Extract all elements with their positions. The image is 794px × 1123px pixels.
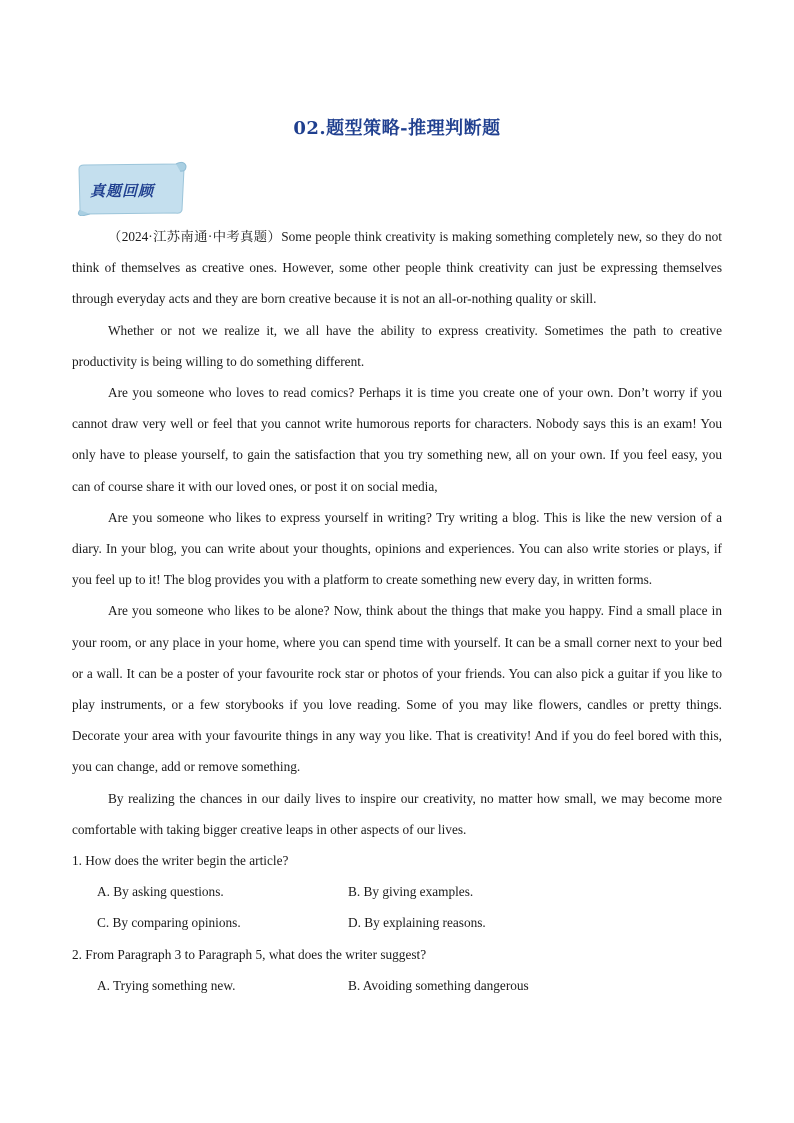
question-1-option-b: B. By giving examples. xyxy=(348,884,474,900)
paragraph-text: Some people think creativity is making something completely new, so they do not think of themselves as creative ones. However, some other people think creativity can just be expressing themselves through everyday acts and they are born creative because it is not an all-or-nothing quality or skill. xyxy=(72,229,722,307)
question-1-option-d: D. By explaining reasons. xyxy=(348,915,486,931)
question-1: 1. How does the writer begin the article? xyxy=(72,853,289,869)
paragraph-5: Are you someone who likes to be alone? Now, think about the things that make you happy. Find a small place in your room, or any place in your home, where you can spend time with yourself. It can be a small corner next to your bed or a wall. It can be a poster of your favourite rock star or photos of your friends. You can also pick a guitar if you like to play instruments, or a few storybooks if you love reading. Some of you may like flowers, candles or pretty things. Decorate your area with your favourite things in any way you like. That is creativity! And if you do feel bored with this, you can change, add or remove something. xyxy=(72,603,722,775)
question-2-option-a: A. Trying something new. xyxy=(97,977,236,993)
question-1-options-row-1 xyxy=(72,876,722,907)
paragraph-6: By realizing the chances in our daily lives to inspire our creativity, no matter how small, we may become more comfortable with taking bigger creative leaps in other aspects of our lives. xyxy=(72,790,722,837)
paragraph-1 xyxy=(72,221,722,315)
question-2: 2. From Paragraph 3 to Paragraph 5, what does the writer suggest? xyxy=(72,946,427,962)
article-body xyxy=(72,221,722,1001)
question-2-option-b: B. Avoiding something dangerous xyxy=(348,977,529,993)
paragraph-2: Whether or not we realize it, we all have the ability to express creativity. Sometimes the path to creative productivity is being willing to do something different. xyxy=(72,322,722,369)
section-label: 真题回顾 xyxy=(90,182,155,200)
paragraph-4: Are you someone who likes to express yourself in writing? Try writing a blog. This is like the new version of a diary. In your blog, you can write about your thoughts, opinions and experiences. You can also write stories or plays, if you feel up to it! The blog provides you with a platform to create something new every day, in written forms. xyxy=(72,509,722,588)
page-title: 02.题型策略-推理判断题 xyxy=(293,118,501,139)
paragraph-3: Are you someone who loves to read comics? Perhaps it is time you create one of your own. Don’t worry if you cannot draw very well or feel that you cannot write humorous reports for characters. Nobody says this is an exam! You only have to please yourself, to gain the satisfaction that you try something new, all on your own. If you feel easy, you can of course share it with our loved ones, or post it on social media, xyxy=(72,385,722,494)
question-2-options-row-1 xyxy=(72,970,722,1001)
question-1-options-row-2 xyxy=(72,907,722,938)
question-1-option-a: A. By asking questions. xyxy=(97,884,224,900)
source-tag: （2024·江苏南通·中考真题） xyxy=(108,229,282,244)
section-banner xyxy=(76,160,186,212)
question-1-option-c: C. By comparing opinions. xyxy=(97,915,241,931)
